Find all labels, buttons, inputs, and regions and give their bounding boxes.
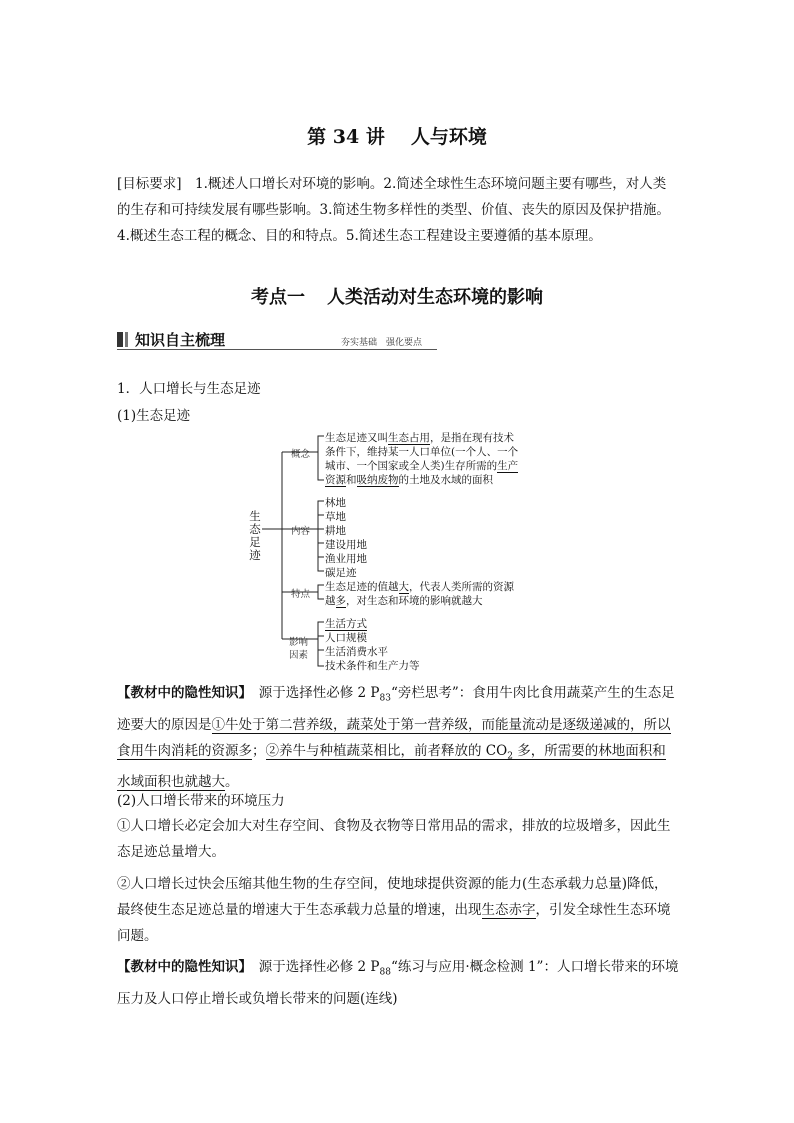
content-item: 渔业用地	[325, 553, 367, 565]
banner-mark	[117, 332, 123, 347]
hidden-knowledge-1: 【教材中的隐性知识】 源于选择性必修 2 $P_{83}“$旁栏思考”：食用牛肉比食用蔬菜产生的生态足迹要大的原因是①牛处于第二营养级，蔬菜处于第一营养级，而能量流动是逐级递减的，所以食用牛肉消耗的资源多；②养牛与种植蔬菜相比，前者释放的 $CO_2$ 多，所需要的林地面积和水域面积也就越大。	[117, 685, 675, 791]
title-topic: 人与环境	[410, 126, 487, 148]
category-factors-2: 因素	[289, 650, 309, 661]
feature-line-2: 越多，对生态和环境的影响就越大	[325, 595, 483, 607]
section-number: 考点一	[251, 287, 305, 308]
factor-item: 生活方式	[325, 618, 367, 630]
concept-line-1: 生态足迹又叫生态占用，是指在现有技术	[325, 432, 514, 444]
category-factors-1: 影响	[289, 637, 309, 648]
feature-line-1: 生态足迹的值越大，代表人类所需的资源	[325, 581, 514, 593]
paragraph-1: ①人口增长必定会加大对生存空间、食物及衣物等日常用品的需求，排放的垃圾增多，因此生态足迹总量增大。	[117, 818, 671, 860]
section-title	[0, 283, 794, 309]
paragraph-2: ②人口增长过快会压缩其他生物的生存空间，使地球提供资源的能力(生态承载力总量)降低，最终使生态足迹总量的增速大于生态承载力总量的增速，出现生态赤字，引发全球性生态环境问题。	[117, 876, 671, 944]
banner-underline	[117, 349, 437, 350]
subheading-2: (2)人口增长带来的环境压力	[117, 793, 285, 809]
page-title	[0, 122, 794, 149]
section-topic: 人类活动对生态环境的影响	[327, 287, 543, 308]
category-feature: 特点	[291, 589, 311, 600]
goals-paragraph: [目标要求] 1.概述人口增长对环境的影响。2.简述全球性生态环境问题主要有哪些，对人类的生存和可持续发展有哪些影响。3.简述生物多样性的类型、价值、丧失的原因及保护措施。4.概述生态工程的概念、目的和特点。5.简述生态工程建设主要遵循的基本原理。	[117, 176, 670, 244]
subheading-1: (1)生态足迹	[117, 408, 191, 424]
content-item: 碳足迹	[325, 567, 357, 579]
concept-line-2: 条件下，维持某一人口单位(一个人、一个	[325, 446, 519, 458]
content-item: 林地	[325, 497, 346, 509]
banner-mark-accent	[125, 332, 128, 347]
hidden-knowledge-2: 【教材中的隐性知识】 源于选择性必修 2 $P_{88}“$练习与应用·概念检测 1”：人口增长带来的环境压力及人口停止增长或负增长带来的问题(连线)	[117, 959, 679, 1007]
knowledge-banner	[117, 328, 437, 350]
heading-1: 1．人口增长与生态足迹	[117, 381, 261, 397]
diagram-root: 生态足迹	[249, 509, 261, 562]
title-lecture: 第 34 讲	[307, 126, 385, 148]
banner-label: 知识自主梳理	[135, 331, 226, 349]
banner-subtitle: 夯实基础 强化要点	[341, 338, 423, 348]
content-item: 耕地	[325, 525, 346, 537]
concept-line-4: 资源和吸纳废物的土地及水域的面积	[325, 474, 493, 486]
content-item: 草地	[325, 511, 346, 523]
category-content: 内容	[291, 526, 311, 537]
factor-item: 技术条件和生产力等	[325, 660, 420, 672]
content-item: 建设用地	[325, 539, 367, 551]
factor-item: 生活消费水平	[325, 646, 388, 658]
concept-line-3: 城市、一个国家或全人类)生存所需的生产	[325, 460, 519, 472]
category-concept: 概念	[291, 449, 311, 460]
factor-item: 人口规模	[325, 632, 367, 644]
